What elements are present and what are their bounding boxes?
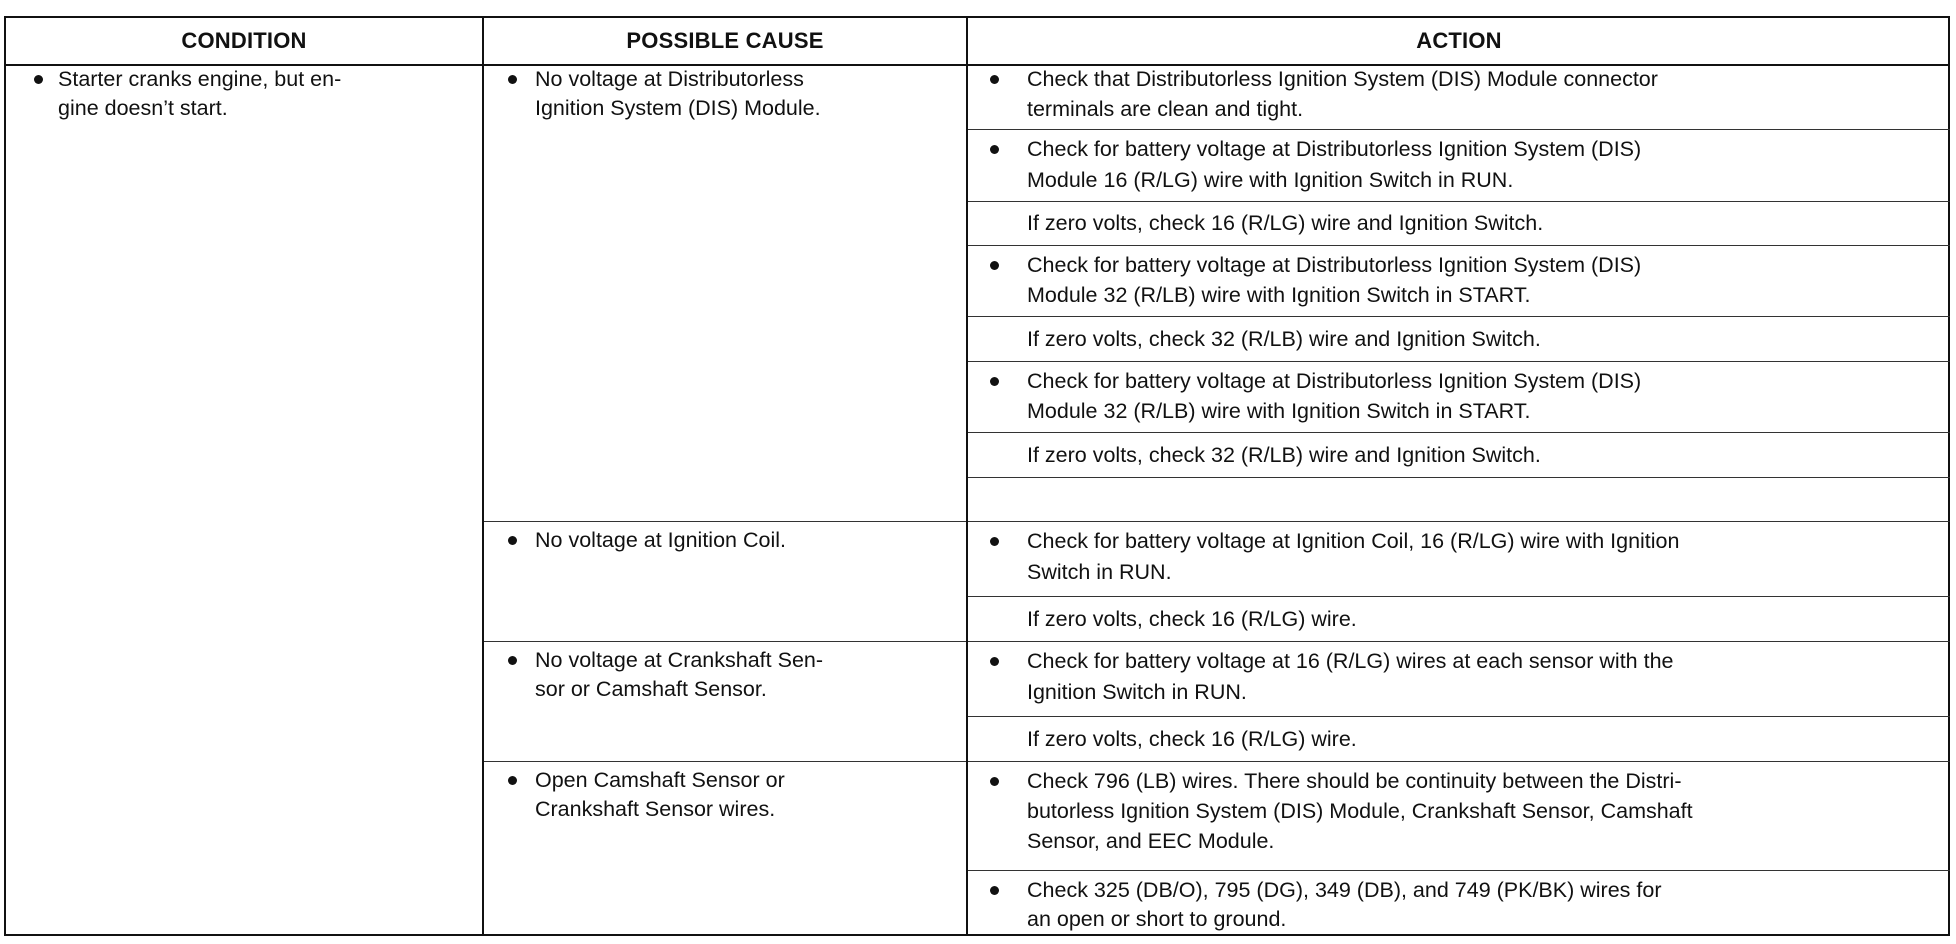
- action-note: If zero volts, check 16 (R/LG) wire and Ignition Switch.: [1027, 211, 1544, 235]
- bullet-icon: [990, 75, 999, 84]
- header-action: ACTION: [1416, 28, 1502, 53]
- bullet-icon: [990, 886, 999, 895]
- condition-line: Starter cranks engine, but en-: [58, 67, 342, 91]
- row-divider: [968, 716, 1950, 717]
- row-divider: [968, 761, 1950, 762]
- cause-line: No voltage at Distributorless: [535, 67, 804, 91]
- action-line: an open or short to ground.: [1027, 907, 1287, 931]
- bullet-icon: [508, 776, 517, 785]
- row-divider: [968, 129, 1950, 130]
- bullet-icon: [990, 537, 999, 546]
- action-line: Check for battery voltage at 16 (R/LG) wires at each sensor with the: [1027, 649, 1674, 673]
- action-line: Sensor, and EEC Module.: [1027, 829, 1275, 853]
- action-line: Check for battery voltage at Distributorless Ignition System (DIS): [1027, 137, 1642, 161]
- column-divider: [966, 18, 968, 934]
- bullet-icon: [990, 145, 999, 154]
- action-line: Check that Distributorless Ignition System (DIS) Module connector: [1027, 67, 1658, 91]
- action-line: Module 16 (R/LG) wire with Ignition Switch in RUN.: [1027, 168, 1514, 192]
- action-line: Check for battery voltage at Ignition Coil, 16 (R/LG) wire with Ignition: [1027, 529, 1680, 553]
- bullet-icon: [34, 75, 43, 84]
- bullet-icon: [508, 656, 517, 665]
- cause-line: Ignition System (DIS) Module.: [535, 96, 821, 120]
- action-note: If zero volts, check 32 (R/LB) wire and Ignition Switch.: [1027, 327, 1541, 351]
- action-line: terminals are clean and tight.: [1027, 97, 1304, 121]
- row-divider: [968, 432, 1950, 433]
- action-note: If zero volts, check 32 (R/LB) wire and Ignition Switch.: [1027, 443, 1541, 467]
- troubleshooting-table: [4, 16, 1950, 936]
- row-divider: [968, 245, 1950, 246]
- action-line: butorless Ignition System (DIS) Module, Crankshaft Sensor, Camshaft: [1027, 799, 1693, 823]
- bullet-icon: [990, 261, 999, 270]
- column-divider: [482, 18, 484, 934]
- bullet-icon: [990, 377, 999, 386]
- row-divider: [484, 761, 966, 762]
- row-divider: [968, 361, 1950, 362]
- row-divider: [484, 521, 966, 522]
- action-note: If zero volts, check 16 (R/LG) wire.: [1027, 607, 1357, 631]
- action-line: Check for battery voltage at Distributorless Ignition System (DIS): [1027, 369, 1642, 393]
- row-divider: [968, 521, 1950, 522]
- row-divider: [968, 641, 1950, 642]
- row-divider: [968, 201, 1950, 202]
- cause-line: sor or Camshaft Sensor.: [535, 677, 767, 701]
- bullet-icon: [990, 657, 999, 666]
- row-divider: [968, 596, 1950, 597]
- action-line: Check for battery voltage at Distributorless Ignition System (DIS): [1027, 253, 1642, 277]
- row-divider: [484, 641, 966, 642]
- condition-line: gine doesn’t start.: [58, 96, 228, 120]
- row-divider: [968, 477, 1950, 478]
- row-divider: [968, 316, 1950, 317]
- bullet-icon: [508, 75, 517, 84]
- action-note: If zero volts, check 16 (R/LG) wire.: [1027, 727, 1357, 751]
- action-line: Module 32 (R/LB) wire with Ignition Switch in START.: [1027, 399, 1531, 423]
- action-line: Check 796 (LB) wires. There should be continuity between the Distri-: [1027, 769, 1682, 793]
- action-line: Module 32 (R/LB) wire with Ignition Switch in START.: [1027, 283, 1531, 307]
- header-condition: CONDITION: [181, 28, 307, 53]
- cause-line: Crankshaft Sensor wires.: [535, 797, 776, 821]
- cause-line: Open Camshaft Sensor or: [535, 768, 785, 792]
- bullet-icon: [508, 536, 517, 545]
- action-line: Check 325 (DB/O), 795 (DG), 349 (DB), and 749 (PK/BK) wires for: [1027, 878, 1662, 902]
- cause-line: No voltage at Crankshaft Sen-: [535, 648, 824, 672]
- cause-line: No voltage at Ignition Coil.: [535, 528, 786, 552]
- bullet-icon: [990, 777, 999, 786]
- action-line: Switch in RUN.: [1027, 560, 1172, 584]
- header-possible-cause: POSSIBLE CAUSE: [626, 28, 824, 53]
- row-divider: [968, 870, 1950, 871]
- action-line: Ignition Switch in RUN.: [1027, 680, 1247, 704]
